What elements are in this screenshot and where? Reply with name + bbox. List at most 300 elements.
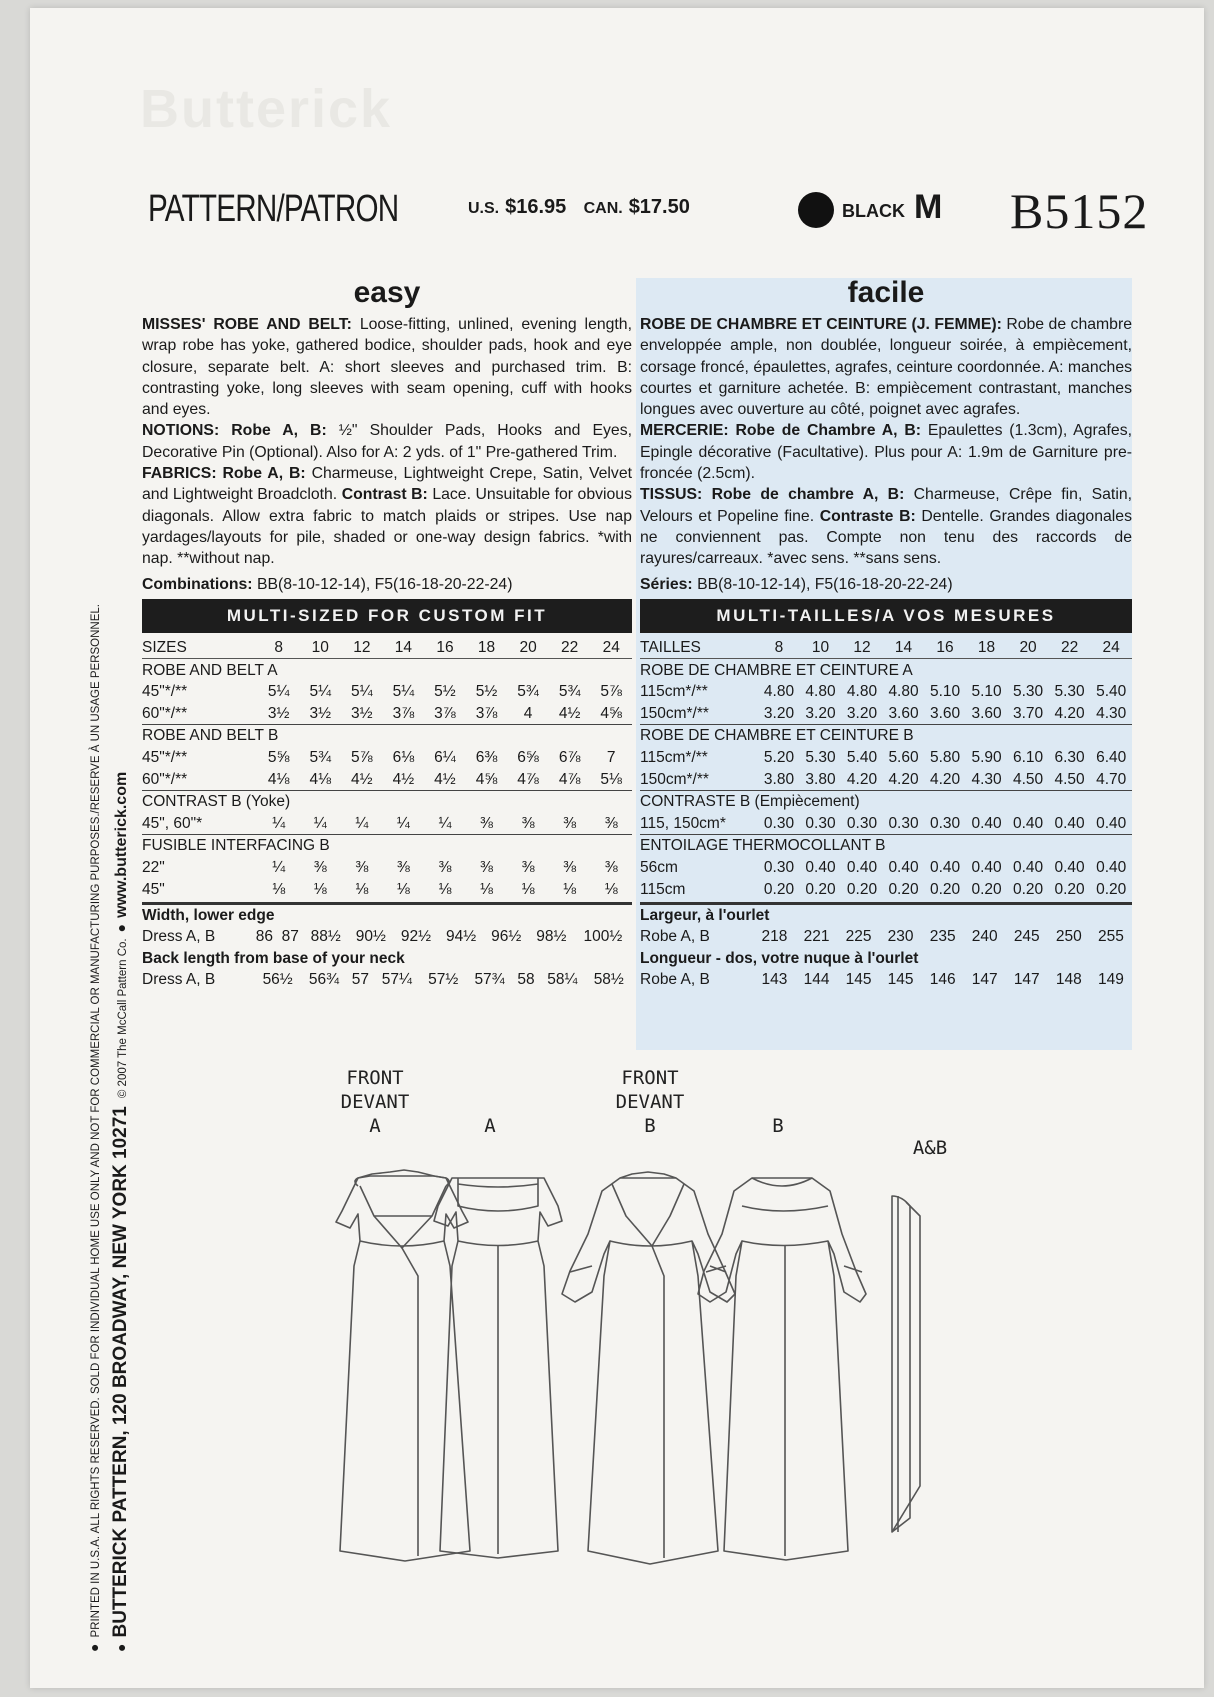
- fabric-width: 115cm: [640, 880, 686, 898]
- length-cell: 58: [517, 970, 535, 988]
- table-section-title: [640, 725, 1132, 747]
- length-cell: 57¾: [474, 970, 505, 988]
- section-title: ENTOILAGE THERMOCOLLANT B: [640, 835, 1132, 857]
- length-cell: 56½: [262, 970, 293, 988]
- length-row: [142, 969, 632, 991]
- yardage-cell: 4.20: [929, 770, 961, 788]
- sizing-banner: MULTI-SIZED FOR CUSTOM FIT: [142, 599, 632, 633]
- size-header: 18: [966, 637, 1008, 659]
- measurements: [640, 902, 1132, 990]
- yardage-cell: ⅜: [521, 814, 535, 832]
- yardage-cell: ⅛: [563, 880, 577, 898]
- description-text: Loose-fitting, unlined, evening length, wrap robe has yoke, gathered bodice, shoulder pads, hook and eye closure, separate belt. A: short sleeves and purchased trim. B: contrasting yoke, long sleeves with seam opening, cuff with hooks and eyes.: [142, 316, 632, 419]
- width-cell: 88½: [310, 928, 341, 946]
- table-section-title: [142, 725, 632, 747]
- sizes-label: SIZES: [142, 637, 258, 659]
- width-cell: 235: [929, 928, 956, 946]
- yardage-cell: ⅜: [438, 858, 452, 876]
- yardage-cell: 0.20: [1012, 880, 1044, 898]
- notions-text: Epaulettes (1.3cm), Agrafes, Epingle décorative (Facultative). Plus pour A: 1.9m de Garniture pre-froncée (2.5cm).: [640, 422, 1132, 483]
- size-header: 20: [1007, 637, 1049, 659]
- can-label: CAN.: [583, 200, 623, 217]
- size-header: 20: [507, 637, 549, 659]
- table-section-title: [142, 835, 632, 857]
- yardage-cell: 6⅞: [558, 748, 581, 766]
- length-label: Robe A, B: [640, 970, 710, 988]
- table-row: [640, 747, 1132, 769]
- fabrics-heading: TISSUS: Robe de chambre A, B:: [640, 486, 905, 504]
- yardage-cell: 4.20: [888, 770, 919, 788]
- view-label-front-b: FRONT DEVANT B: [615, 1067, 685, 1137]
- width-cell: 255: [1097, 928, 1124, 946]
- yardage-table: [142, 637, 632, 900]
- yardage-cell: 0.30: [805, 814, 836, 832]
- fabric-width: 45"*/**: [142, 748, 188, 766]
- section-title: CONTRASTE B (Empiècement): [640, 791, 1132, 813]
- width-heading: Width, lower edge: [142, 906, 275, 924]
- size-header: 12: [841, 637, 883, 659]
- technical-drawings: [300, 1066, 1000, 1626]
- view-label-back-b: B: [772, 1115, 784, 1137]
- yardage-cell: 0.40: [1054, 814, 1085, 832]
- combinations: [142, 574, 632, 595]
- fabric-width: 150cm*/**: [640, 770, 709, 788]
- yardage-cell: 6⅜: [475, 748, 498, 766]
- yardage-cell: 3.70: [1012, 704, 1044, 722]
- width-heading: Largeur, à l'ourlet: [640, 906, 770, 924]
- section-title: FUSIBLE INTERFACING B: [142, 835, 632, 857]
- length-cell: 146: [929, 970, 956, 988]
- sizes-label: TAILLES: [640, 637, 758, 659]
- yardage-cell: ⅛: [396, 880, 410, 898]
- yardage-cell: 4⅛: [309, 770, 332, 788]
- description-heading: ROBE DE CHAMBRE ET CEINTURE (J. FEMME):: [640, 316, 1002, 333]
- yardage-cell: 4⅞: [517, 770, 539, 788]
- header: [148, 183, 1158, 239]
- fabric-width: 60"*/**: [142, 704, 188, 722]
- yardage-cell: 0.40: [1096, 814, 1127, 832]
- width-cell: 240: [971, 928, 998, 946]
- robe-a-back-drawing: [434, 1178, 562, 1558]
- yardage-cell: 4.80: [763, 683, 795, 701]
- yardage-cell: ⅜: [604, 814, 618, 832]
- width-cell: 96½: [491, 928, 522, 946]
- fabrics: [142, 463, 632, 569]
- yardage-cell: ⅛: [272, 880, 286, 898]
- notions: [142, 420, 632, 463]
- fabric-width: 115cm*/**: [640, 748, 708, 766]
- yardage-cell: 3½: [309, 704, 332, 722]
- fabric-width: 115, 150cm*: [640, 814, 726, 832]
- yardage-cell: 0.30: [763, 858, 795, 876]
- size-header: 12: [341, 637, 383, 659]
- section-title: ROBE DE CHAMBRE ET CEINTURE B: [640, 725, 1132, 747]
- yardage-cell: 5¼: [267, 683, 290, 701]
- width-cell: 218: [761, 928, 788, 946]
- sizes-row: [142, 637, 632, 659]
- yardage-cell: 3.60: [971, 704, 1002, 722]
- fabric-width: 60"*/**: [142, 770, 188, 788]
- yardage-cell: 3½: [351, 704, 373, 722]
- width-cell: 100½: [583, 928, 623, 946]
- robe-b-back-drawing: [698, 1178, 866, 1560]
- yardage-cell: 0.20: [1096, 880, 1127, 898]
- yardage-cell: ¼: [438, 814, 452, 832]
- table-section-title: [640, 835, 1132, 857]
- table-row: [142, 813, 632, 835]
- width-cell: 94½: [445, 928, 477, 946]
- description-text: Robe de chambre enveloppée ample, non doublée, longueur soirée, à empiècement, corsage froncé, épaulettes, agrafes, ceinture coordonnée. A: manches courtes et garniture achetée. B: empiècement contrastant, manches longues avec ouverture au côté, poignet avec agrafes.: [640, 316, 1133, 419]
- view-label-belt: A&B: [912, 1137, 948, 1159]
- section-title: ROBE AND BELT B: [142, 725, 632, 747]
- size-header: 18: [466, 637, 508, 659]
- yardage-cell: 0.40: [805, 858, 836, 876]
- length-cell: 143: [761, 970, 788, 988]
- yardage-cell: ⅛: [438, 880, 452, 898]
- yardage-cell: ⅜: [480, 858, 493, 876]
- description: [142, 314, 632, 420]
- yardage-cell: ⅜: [355, 858, 369, 876]
- robe-b-front-drawing: [562, 1172, 735, 1564]
- size-header: 8: [258, 637, 300, 659]
- yardage-cell: 0.30: [888, 814, 919, 832]
- english-column: [142, 278, 632, 990]
- yardage-cell: 5.30: [1054, 683, 1085, 701]
- yardage-cell: 5¼: [392, 683, 415, 701]
- yardage-cell: 0.30: [763, 814, 795, 832]
- yardage-cell: 5.60: [888, 748, 919, 766]
- yardage-cell: ¼: [313, 814, 327, 832]
- black-dot-icon: [798, 192, 834, 228]
- width-cell: 86: [255, 928, 274, 946]
- yardage-cell: 0.30: [929, 814, 961, 832]
- yardage-cell: 0.40: [929, 858, 961, 876]
- notions-heading: MERCERIE: Robe de Chambre A, B:: [640, 422, 922, 440]
- table-row: [142, 681, 632, 703]
- yardage-cell: ⅜: [480, 814, 493, 832]
- rights-notice: PRINTED IN U.S.A. ALL RIGHTS RESERVED. SOLD FOR INDIVIDUAL HOME USE ONLY AND NOT FOR COMMERCIAL OR MANUFACTURING PURPOSES./RESERVE À UN USAGE PERSONNEL.: [90, 604, 102, 1638]
- description: [640, 314, 1132, 420]
- yardage-cell: 5.10: [929, 683, 961, 701]
- fabric-width: 22": [142, 858, 165, 876]
- length-cell: 57½: [428, 970, 459, 988]
- can-price: $17.50: [628, 196, 690, 218]
- pattern-envelope-back: [30, 8, 1204, 1688]
- table-section-title: [640, 659, 1132, 681]
- yardage-cell: 6⅛: [392, 748, 415, 766]
- color-code: BLACK: [842, 201, 905, 221]
- yardage-cell: 6¼: [434, 748, 456, 766]
- yardage-cell: 0.40: [1012, 858, 1044, 876]
- table-row: [640, 878, 1132, 900]
- fabrics-heading: FABRICS: Robe A, B:: [142, 465, 306, 483]
- pattern-label: PATTERN/PATRON: [148, 188, 399, 230]
- length-cell: 149: [1097, 970, 1124, 988]
- yardage-cell: 3.20: [763, 704, 795, 722]
- english-title: easy: [353, 276, 421, 309]
- yardage-cell: 5⅛: [600, 770, 622, 788]
- french-title: facile: [847, 276, 925, 309]
- yardage-cell: 4½: [434, 770, 456, 788]
- width-cell: 221: [803, 928, 830, 946]
- measurements: [142, 902, 632, 990]
- yardage-cell: ⅜: [563, 814, 577, 832]
- size-header: 16: [424, 637, 466, 659]
- yardage-cell: 0.40: [888, 858, 919, 876]
- yardage-cell: 0.20: [846, 880, 878, 898]
- width-row: [142, 926, 632, 948]
- table-row: [640, 703, 1132, 725]
- notions-text: ½" Shoulder Pads, Hooks and Eyes, Decorative Pin (Optional). Also for A: 2 yds. of 1" Pre-gathered Trim.: [142, 422, 632, 461]
- yardage-cell: 4.20: [1054, 704, 1085, 722]
- address: BUTTERICK PATTERN, 120 BROADWAY, NEW YORK 10271: [110, 1106, 131, 1638]
- width-cell: 92½: [400, 928, 432, 946]
- yardage-cell: ⅜: [396, 858, 410, 876]
- section-title: ROBE AND BELT A: [142, 659, 632, 681]
- yardage-cell: 3.60: [888, 704, 919, 722]
- length-cell: 147: [1013, 970, 1040, 988]
- yardage-cell: 5¾: [309, 748, 332, 766]
- table-section-title: [142, 791, 632, 813]
- length-cell: 145: [845, 970, 872, 988]
- size-header: 10: [800, 637, 842, 659]
- size-header: 14: [883, 637, 925, 659]
- yardage-cell: 4⅝: [600, 704, 622, 722]
- garment-drawings: [300, 1066, 1000, 1626]
- us-price: $16.95: [505, 196, 567, 218]
- length-cell: 144: [803, 970, 830, 988]
- yardage-cell: 4.80: [888, 683, 919, 701]
- yardage-cell: ¼: [396, 814, 410, 832]
- yardage-cell: ⅛: [355, 880, 369, 898]
- length-cell: 58¼: [547, 970, 578, 988]
- copyright: © 2007 The McCall Pattern Co.: [117, 938, 129, 1099]
- table-row: [142, 878, 632, 900]
- contrast-heading: Contrast B:: [337, 486, 428, 504]
- length-cell: 58½: [593, 970, 624, 988]
- length-cell: 145: [887, 970, 914, 988]
- length-heading: Back length from base of your neck: [142, 949, 405, 967]
- yardage-cell: 0.40: [971, 858, 1002, 876]
- yardage-cell: 4.80: [805, 683, 836, 701]
- fabrics-text: Charmeuse, Lightweight Crepe, Satin, Velvet and Lightweight Broadcloth.: [142, 465, 633, 504]
- view-label-front-a: FRONT DEVANT A: [340, 1067, 410, 1137]
- size-header: 14: [383, 637, 425, 659]
- yardage-cell: 4½: [392, 770, 415, 788]
- yardage-cell: 5½: [434, 683, 456, 701]
- combinations-heading: Séries:: [640, 575, 693, 593]
- size-header: 16: [924, 637, 966, 659]
- fabric-width: 45": [142, 880, 165, 898]
- table-section-title: [142, 659, 632, 681]
- yardage-cell: 0.20: [971, 880, 1002, 898]
- notions-heading: NOTIONS: Robe A, B:: [142, 422, 327, 440]
- robe-a-front-drawing: [336, 1170, 470, 1561]
- pattern-number: B5152: [1010, 183, 1149, 239]
- yardage-cell: ⅛: [313, 880, 327, 898]
- width-label: Robe A, B: [640, 928, 710, 946]
- size-header: 22: [549, 637, 591, 659]
- length-cell: 57¼: [381, 970, 412, 988]
- yardage-cell: 5.40: [846, 748, 878, 766]
- yardage-cell: ⅜: [604, 858, 618, 876]
- yardage-cell: 5¼: [309, 683, 332, 701]
- fabric-width: 45"*/**: [142, 683, 188, 701]
- yardage-cell: 5.40: [1096, 683, 1127, 701]
- yardage-cell: 3⅞: [434, 704, 456, 722]
- table-row: [640, 681, 1132, 703]
- ghost-brand-watermark: Butterick: [140, 79, 393, 139]
- notions: [640, 420, 1132, 484]
- yardage-cell: 4½: [558, 704, 581, 722]
- yardage-cell: 5⅞: [600, 683, 622, 701]
- width-cell: 87: [281, 928, 299, 946]
- sizes-row: [640, 637, 1132, 659]
- yardage-cell: ⅜: [313, 858, 327, 876]
- yardage-cell: 3.20: [805, 704, 836, 722]
- combinations-text: BB(8-10-12-14), F5(16-18-20-22-24): [692, 575, 953, 593]
- width-cell: 90½: [355, 928, 386, 946]
- yardage-cell: ¼: [272, 814, 286, 832]
- website: www.butterick.com: [113, 771, 130, 918]
- yardage-cell: ¼: [355, 814, 369, 832]
- size-header: 24: [590, 637, 632, 659]
- description-heading: MISSES' ROBE AND BELT:: [142, 316, 352, 333]
- yardage-cell: 3.80: [763, 770, 795, 788]
- yardage-cell: 5⅝: [267, 748, 290, 766]
- yardage-cell: 5⅞: [351, 748, 373, 766]
- length-heading: Longueur - dos, votre nuque à l'ourlet: [640, 949, 919, 967]
- table-row: [640, 768, 1132, 790]
- combinations-text: BB(8-10-12-14), F5(16-18-20-22-24): [252, 575, 513, 593]
- fabrics-text-2: Lace. Unsuitable for obvious diagonals. Allow extra fabric to match plaids or stripes. Use nap yardages/layouts for pile, shaded or one-way design fabrics. *with nap. **without nap.: [142, 486, 632, 568]
- length-cell: 148: [1055, 970, 1082, 988]
- yardage-cell: 4.30: [1096, 704, 1127, 722]
- yardage-cell: ⅛: [604, 880, 618, 898]
- size-header: 10: [299, 637, 341, 659]
- yardage-table: [640, 637, 1132, 900]
- yardage-cell: 6.40: [1096, 748, 1127, 766]
- yardage-cell: 5¾: [517, 683, 539, 701]
- yardage-cell: 5.30: [1012, 683, 1044, 701]
- yardage-cell: 4⅛: [267, 770, 290, 788]
- yardage-cell: 4½: [351, 770, 373, 788]
- width-cell: 225: [845, 928, 872, 946]
- yardage-cell: 3½: [267, 704, 290, 722]
- yardage-cell: 4.30: [971, 770, 1002, 788]
- fabric-width: 115cm*/**: [640, 683, 708, 701]
- yardage-cell: 5.10: [971, 683, 1002, 701]
- yardage-cell: 5.90: [971, 748, 1002, 766]
- us-label: U.S.: [468, 200, 500, 217]
- width-row: [640, 926, 1132, 948]
- yardage-cell: 6.30: [1054, 748, 1085, 766]
- section-title: ROBE DE CHAMBRE ET CEINTURE A: [640, 659, 1132, 681]
- yardage-cell: 6⅝: [517, 748, 539, 766]
- yardage-cell: 4.50: [1012, 770, 1044, 788]
- size-header: 24: [1090, 637, 1132, 659]
- yardage-cell: ⅛: [521, 880, 535, 898]
- view-label-back-a: A: [484, 1115, 496, 1137]
- yardage-cell: 0.30: [846, 814, 878, 832]
- size-header: 22: [1049, 637, 1091, 659]
- bullet-icon: ●: [113, 1643, 129, 1652]
- length-cell: 56¾: [308, 970, 340, 988]
- width-cell: 230: [887, 928, 914, 946]
- sizing-banner: MULTI-TAILLES/A VOS MESURES: [640, 599, 1132, 633]
- yardage-cell: 0.20: [763, 880, 795, 898]
- table-row: [142, 703, 632, 725]
- yardage-cell: 3.20: [846, 704, 878, 722]
- yardage-cell: 5¼: [351, 683, 373, 701]
- table-row: [142, 857, 632, 879]
- width-label: Dress A, B: [142, 928, 216, 946]
- yardage-cell: 0.20: [888, 880, 919, 898]
- yardage-cell: 3⅞: [475, 704, 498, 722]
- yardage-cell: 4⅞: [558, 770, 581, 788]
- section-title: CONTRAST B (Yoke): [142, 791, 632, 813]
- fabrics-text: Charmeuse, Crêpe fin, Satin, Velours et Popeline fine.: [640, 486, 1132, 525]
- yardage-cell: 0.40: [1096, 858, 1127, 876]
- yardage-cell: 5.20: [763, 748, 795, 766]
- fabrics: [640, 484, 1132, 569]
- size-header: 8: [758, 637, 800, 659]
- length-label: Dress A, B: [142, 970, 216, 988]
- category-letter: M: [914, 188, 943, 226]
- width-cell: 245: [1013, 928, 1040, 946]
- combinations-heading: Combinations:: [142, 575, 253, 593]
- yardage-cell: 7: [606, 748, 616, 766]
- yardage-cell: ¼: [272, 858, 286, 876]
- french-column: [636, 278, 1132, 1050]
- yardage-cell: 4.70: [1096, 770, 1127, 788]
- bullet-icon: ●: [113, 923, 129, 933]
- fabrics-text-2: Dentelle. Grandes diagonales ne conviennent pas. Compte non tenu des raccords de rayures/carreaux. *avec sens. **sans sens.: [640, 507, 1132, 568]
- yardage-cell: 3.60: [929, 704, 961, 722]
- yardage-cell: ⅛: [480, 880, 493, 898]
- table-section-title: [640, 791, 1132, 813]
- yardage-cell: 0.20: [929, 880, 961, 898]
- yardage-cell: 4: [523, 704, 533, 722]
- belt-drawing: [892, 1196, 920, 1532]
- table-row: [142, 768, 632, 790]
- length-row: [640, 969, 1132, 991]
- width-cell: 250: [1055, 928, 1082, 946]
- yardage-cell: 4.50: [1054, 770, 1085, 788]
- yardage-cell: ⅜: [563, 858, 577, 876]
- yardage-cell: 3⅞: [392, 704, 415, 722]
- yardage-cell: 0.40: [1012, 814, 1044, 832]
- yardage-cell: 0.40: [846, 858, 878, 876]
- yardage-cell: ⅜: [521, 858, 535, 876]
- yardage-cell: 4.80: [846, 683, 878, 701]
- yardage-cell: 5¾: [558, 683, 581, 701]
- table-row: [640, 813, 1132, 835]
- fabric-width: 56cm: [640, 858, 678, 876]
- yardage-cell: 0.40: [971, 814, 1002, 832]
- yardage-cell: 3.80: [805, 770, 836, 788]
- fabric-width: 45", 60"*: [142, 814, 203, 832]
- yardage-cell: 0.20: [805, 880, 836, 898]
- width-cell: 98½: [536, 928, 567, 946]
- yardage-cell: 6.10: [1012, 748, 1044, 766]
- yardage-cell: 4.20: [846, 770, 878, 788]
- contrast-heading: Contraste B:: [814, 507, 916, 525]
- bullet-icon: ●: [86, 1643, 102, 1652]
- price: [468, 196, 702, 219]
- yardage-cell: 5.30: [805, 748, 836, 766]
- combinations: [640, 574, 1132, 595]
